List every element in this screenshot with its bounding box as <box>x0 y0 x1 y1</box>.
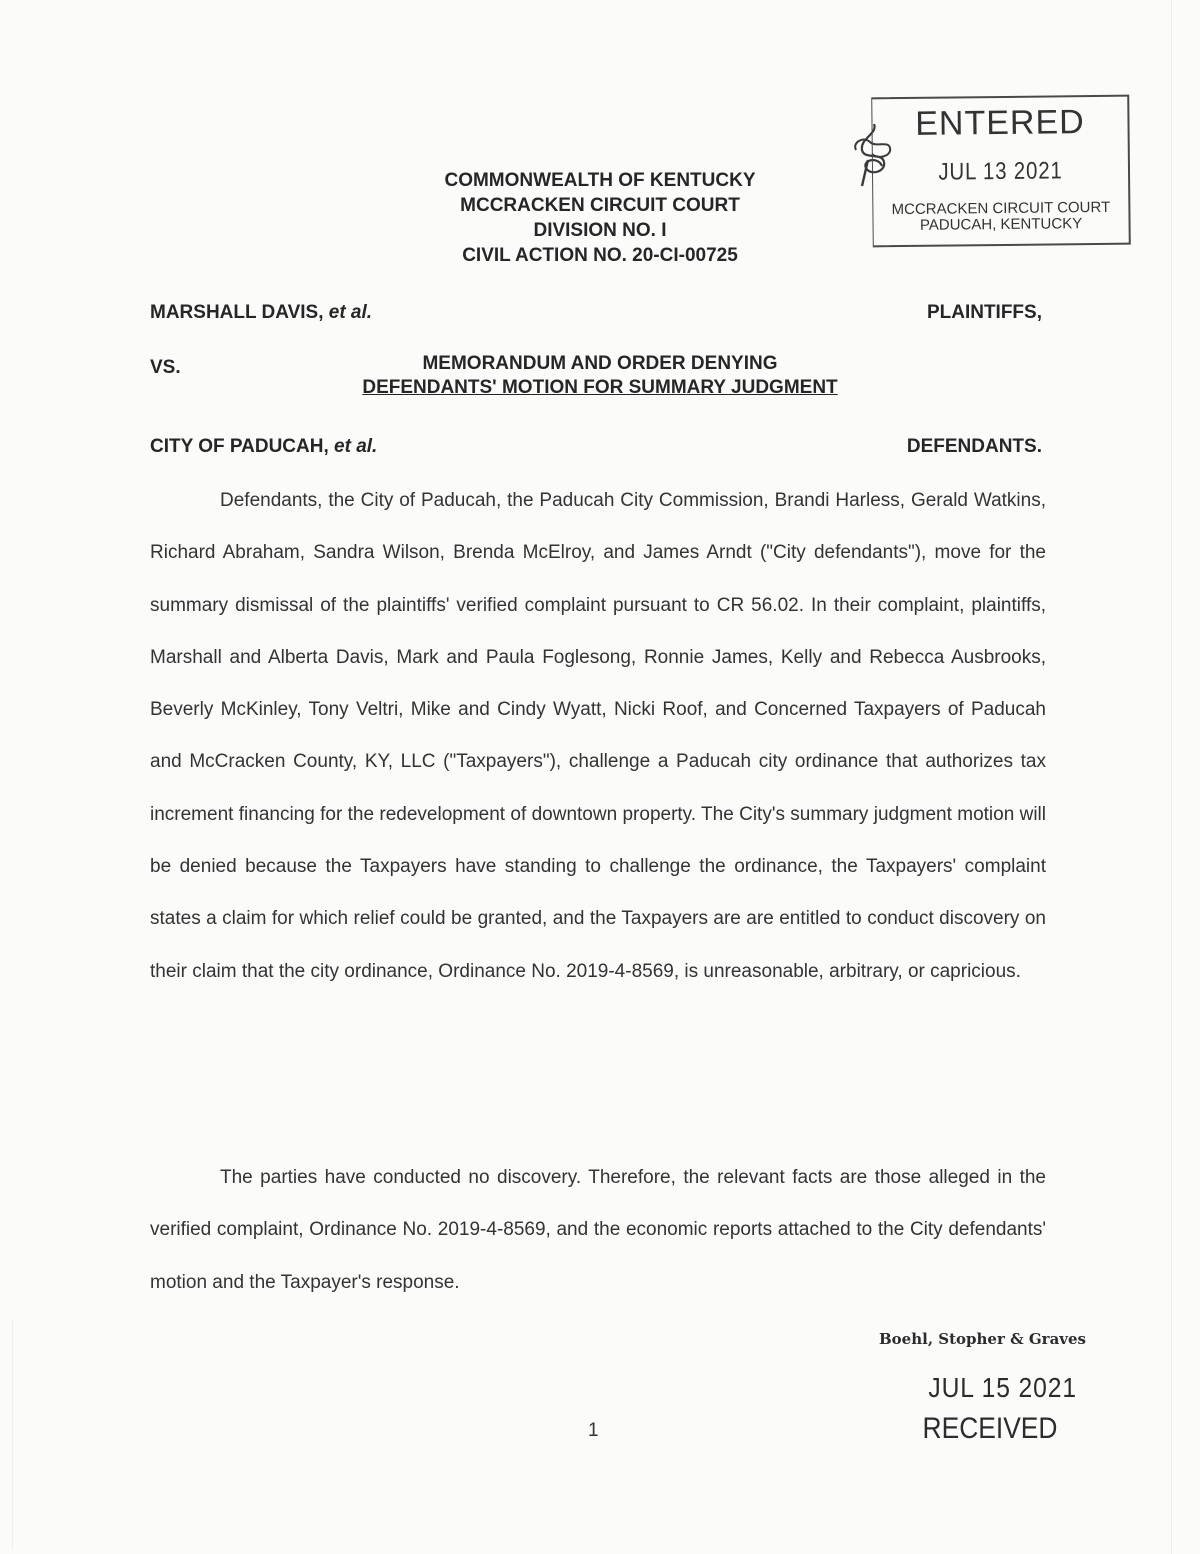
court-caption <box>350 168 850 268</box>
document-title <box>300 352 900 400</box>
title-line-2: DEFENDANTS' MOTION FOR SUMMARY JUDGMENT <box>362 377 838 398</box>
plaintiff-etal: et al. <box>328 302 373 323</box>
body-paragraph-2 <box>150 1152 1046 1309</box>
caption-division: DIVISION NO. I <box>533 220 667 241</box>
stamp-city: PADUCAH, KENTUCKY <box>919 215 1083 234</box>
defendant-etal: et al. <box>334 436 378 457</box>
versus-label: VS. <box>150 357 181 378</box>
stamp-court: MCCRACKEN CIRCUIT COURT <box>891 198 1111 219</box>
defendant-role: DEFENDANTS. <box>906 436 1042 457</box>
scan-edge-line <box>12 1320 13 1550</box>
page-number: 1 <box>588 1420 599 1441</box>
body-paragraph-1 <box>150 475 1046 998</box>
scan-edge-line <box>1171 0 1172 1554</box>
received-stamp-label: RECEIVED <box>922 1412 1058 1445</box>
paragraph-text: Defendants, the City of Paducah, the Paducah City Commission, Brandi Harless, Gerald Watkins, Richard Abraham, Sandra Wilson, Brenda McElroy, and James Arndt ("City defendants"), move for the summary dismissal of the plaintiffs' verified complaint pursuant to CR 56.02. In their complaint, plaintiffs, Marshall and Alberta Davis, Mark and Paula Foglesong, Ronnie James, Kelly and Rebecca Ausbrooks, Beverly McKinley, Tony Veltri, Mike and Cindy Wyatt, Nicki Roof, and Concerned Taxpayers of Paducah and McCracken County, KY, LLC ("Taxpayers"), challenge a Paducah city ordinance that authorizes tax increment financing for the redevelopment of downtown property. The City's summary judgment motion will be denied because the Taxpayers have standing to challenge the ordinance, the Taxpayers' complaint states a claim for which relief could be granted, and the Taxpayers are are entitled to conduct discovery on their claim that the city ordinance, Ordinance No. 2019-4-8569, is unreasonable, arbitrary, or capricious. <box>150 490 1046 982</box>
defendant-name <box>150 436 377 458</box>
defendant-text: CITY OF PADUCAH, <box>150 436 335 457</box>
caption-case-number: CIVIL ACTION NO. 20-CI-00725 <box>462 245 738 266</box>
title-line-1: MEMORANDUM AND ORDER DENYING <box>422 353 778 374</box>
paragraph-text: The parties have conducted no discovery. Therefore, the relevant facts are those alleged in the verified complaint, Ordinance No. 2019-4-8569, and the economic reports attached to the City defendants' motion and the Taxpayer's response. <box>150 1167 1046 1293</box>
entered-stamp <box>871 95 1131 248</box>
plaintiff-role: PLAINTIFFS, <box>926 302 1042 323</box>
caption-state: COMMONWEALTH OF KENTUCKY <box>444 170 756 191</box>
stamp-date: JUL 13 2021 <box>938 157 1063 186</box>
caption-court: MCCRACKEN CIRCUIT COURT <box>460 195 740 216</box>
received-stamp-date: JUL 15 2021 <box>928 1372 1077 1403</box>
received-stamp-firm: Boehl, Stopher & Graves <box>878 1330 1086 1348</box>
stamp-title: ENTERED <box>915 103 1085 143</box>
plaintiff-name <box>150 302 372 324</box>
plaintiff-text: MARSHALL DAVIS, <box>150 302 329 323</box>
